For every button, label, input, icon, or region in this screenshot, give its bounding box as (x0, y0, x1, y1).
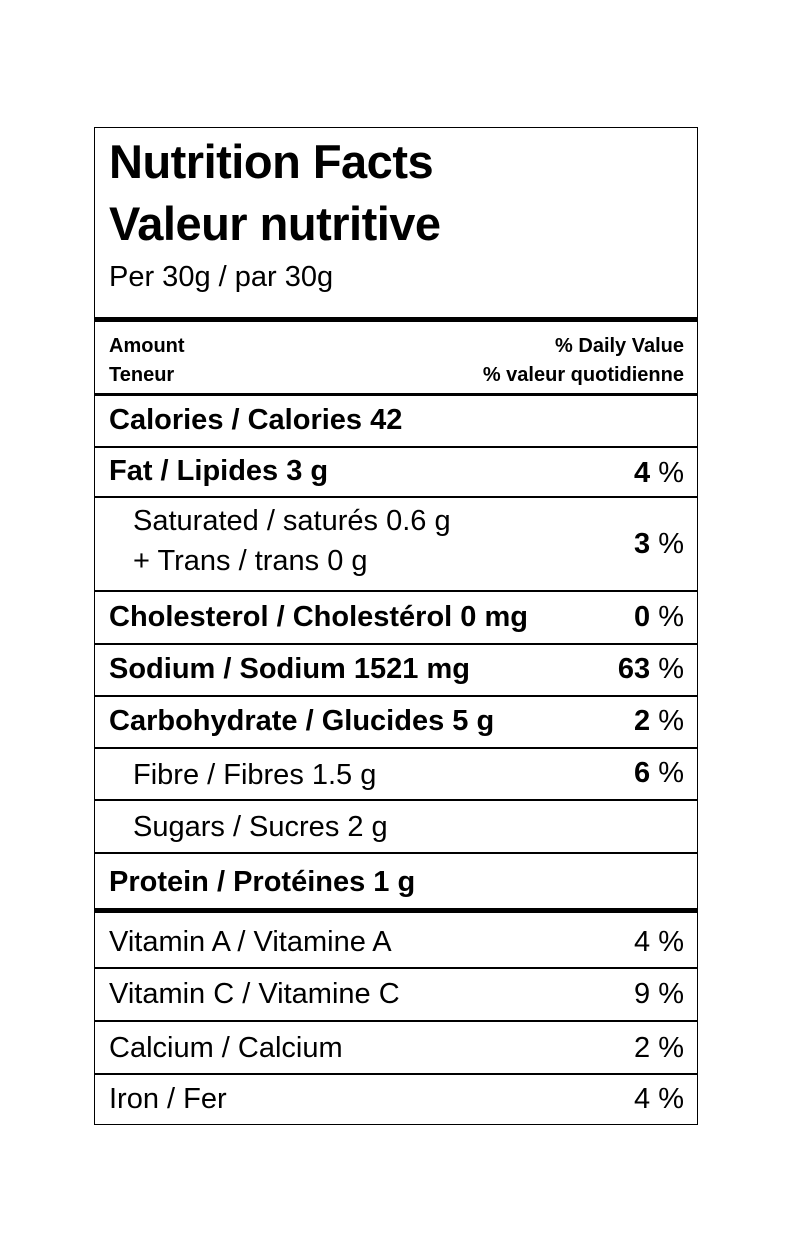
vitamin-a-daily-value: 4 % (634, 926, 684, 958)
row-divider (95, 1073, 697, 1075)
calcium-label: Calcium / Calcium (109, 1032, 343, 1064)
fibre-label: Fibre / Fibres 1.5 g (133, 759, 377, 791)
header-divider (95, 317, 697, 322)
cholesterol-label: Cholesterol / Cholestérol 0 mg (109, 601, 528, 633)
row-divider (95, 852, 697, 854)
row-divider (95, 967, 697, 969)
saturated-fat-label: Saturated / saturés 0.6 g (133, 505, 451, 537)
carbohydrate-label: Carbohydrate / Glucides 5 g (109, 705, 495, 737)
protein-label: Protein / Protéines 1 g (109, 866, 416, 898)
row-divider (95, 643, 697, 645)
row-divider (95, 747, 697, 749)
label-header (95, 128, 697, 318)
amount-header-fr: Teneur (109, 364, 175, 386)
title-english: Nutrition Facts (109, 135, 434, 188)
fat-label: Fat / Lipides 3 g (109, 455, 329, 487)
calcium-daily-value: 2 % (634, 1032, 684, 1064)
fat-daily-value: 4 % (634, 457, 684, 489)
title-french: Valeur nutritive (109, 197, 441, 250)
vitamin-c-daily-value: 9 % (634, 978, 684, 1010)
row-divider (95, 1020, 697, 1022)
calories-row: Calories / Calories 42 (109, 404, 403, 436)
row-divider (95, 496, 697, 498)
sodium-daily-value: 63 % (617, 653, 684, 685)
iron-label: Iron / Fer (109, 1083, 227, 1115)
nutrition-facts-table (94, 127, 698, 1125)
amount-header-en: Amount (109, 335, 185, 357)
fibre-daily-value: 6 % (634, 757, 684, 789)
carbohydrate-daily-value: 2 % (634, 705, 684, 737)
daily-value-header-fr: % valeur quotidienne (482, 364, 684, 386)
row-divider (95, 393, 697, 396)
saturated-trans-daily-value: 3 % (634, 528, 684, 560)
iron-daily-value: 4 % (634, 1083, 684, 1115)
vitamin-c-label: Vitamin C / Vitamine C (109, 978, 400, 1010)
daily-value-header-en: % Daily Value (555, 335, 684, 357)
vitamin-a-label: Vitamin A / Vitamine A (109, 926, 392, 958)
trans-fat-label: + Trans / trans 0 g (133, 545, 368, 577)
row-divider (95, 799, 697, 801)
vitamins-divider (95, 908, 697, 913)
row-divider (95, 446, 697, 448)
sodium-label: Sodium / Sodium 1521 mg (109, 653, 470, 685)
sugars-label: Sugars / Sucres 2 g (133, 811, 388, 843)
row-divider (95, 590, 697, 592)
row-divider (95, 695, 697, 697)
serving-size: Per 30g / par 30g (109, 261, 334, 293)
cholesterol-daily-value: 0 % (634, 601, 684, 633)
